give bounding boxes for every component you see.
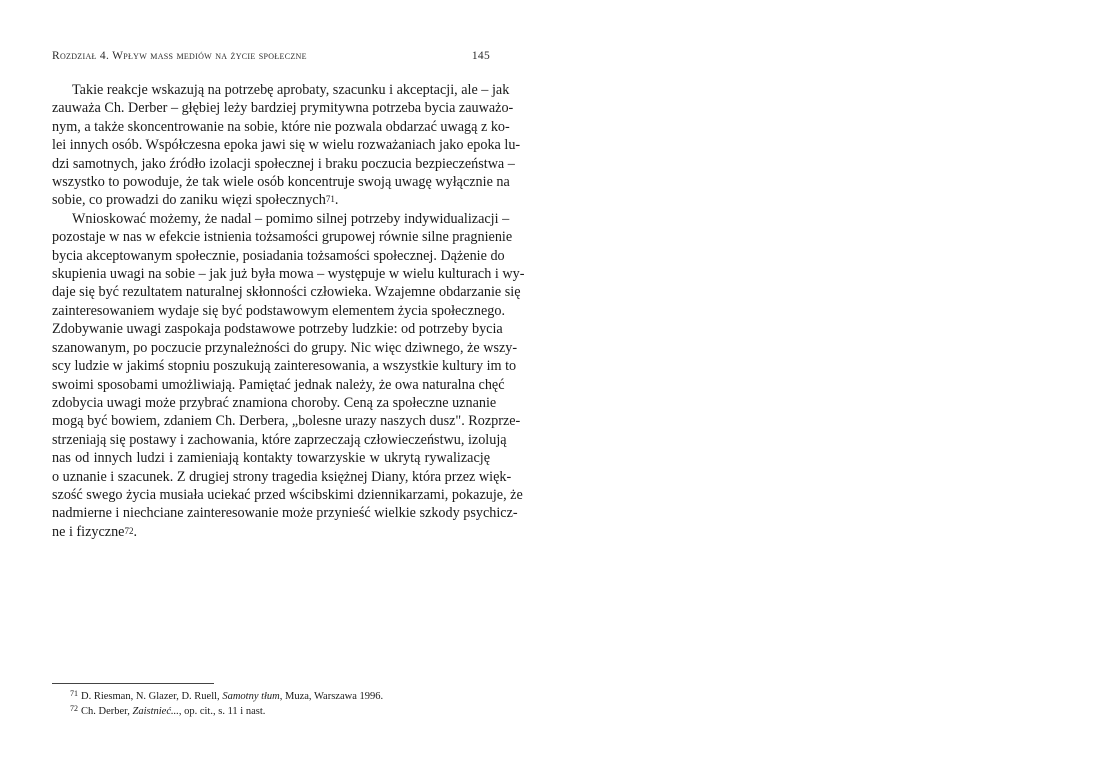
running-head [52,50,490,66]
cited-title: Zaistnieć... [132,705,179,717]
text-line: strzeniają się postawy i zachowania, które zaprzeczają człowieczeństwu, izolują [52,431,507,448]
text-line: mogą być bowiem, zdaniem Ch. Derbera, „bolesne urazy naszych dusz". Rozprze- [52,413,521,430]
text-line: Wnioskować możemy, że nadal – pomimo silnej potrzeby indywidualizacji – [72,210,510,227]
body-text [52,81,525,541]
text-line: lei innych osób. Współczesna epoka jawi się w wielu rozważaniach jako epoka lu- [52,137,521,154]
chapter-title: Rozdział 4. Wpływ mass mediów na życie społeczne [52,50,307,62]
text-line: ne i fizyczne$^{72}$. [52,523,138,540]
footnote: $^{72}$ Ch. Derber, Zaistnieć..., op. cit., s. 11 i nast. [70,703,266,717]
text-line: sobie, co prowadzi do zaniku więzi społecznych$^{71}$. [52,192,339,209]
text-line: skupienia uwagi na sobie – jak już była mowa – występuje w wielu kulturach i wy- [52,266,525,283]
footnote-reference[interactable]: 72 [124,525,134,536]
text-line: szanowanym, po poczucie przynależności do grupy. Nic więc dziwnego, że wszy- [52,339,518,356]
footnote-reference[interactable]: 71 [325,194,335,205]
paragraph [52,81,521,210]
page-number: 145 [471,50,490,62]
text-line: zainteresowaniem wydaje się być podstawowym elementem życia społecznego. [52,302,506,319]
text-line: daje się być rezultatem naturalnej skłonności człowieka. Wzajemne obdarzanie się [52,284,521,301]
text-line: o uznanie i szacunek. Z drugiej strony tragedia księżnej Diany, która przez więk- [52,468,512,485]
cited-title: Samotny tłum [222,691,280,702]
text-line: wszystko to powoduje, że tak wiele osób koncentruje swoją uwagę wyłącznie na [52,174,510,191]
text-line: scy ludzie w jakimś stopniu poszukują zainteresowania, a wszystkie kultury im to [52,358,517,375]
text-line: Takie reakcje wskazują na potrzebę aprobaty, szacunku i akceptacji, ale – jak [72,82,510,98]
footnote-mark: 71 [70,689,78,698]
text-line: zauważa Ch. Derber – głębiej leży bardziej prymitywna potrzeba bycia zauważo- [52,100,514,117]
paragraph [52,210,525,541]
text-line: pozostaje w nas w efekcie istnienia tożsamości grupowej równie silne pragnienie [52,229,513,246]
text-line: nadmierne i niechciane zainteresowanie może przynieść wielkie szkody psychicz- [52,505,518,522]
text-line: dzi samotnych, jako źródło izolacji społecznej i braku poczucia bezpieczeństwa – [52,155,515,172]
text-line: szość swego życia musiała uciekać przed wścibskimi dziennikarzami, pokazuje, że [52,486,523,503]
text-line: bycia akceptowanym społecznie, posiadania tożsamości społecznej. Dążenie do [52,247,505,264]
text-line: nym, a także skoncentrowanie na sobie, które nie pozwala obdarzać uwagą z ko- [52,118,510,135]
footnote: $^{71}$ D. Riesman, N. Glazer, D. Ruell, Samotny tłum, Muza, Warszawa 1996. [70,689,384,702]
text-line: nas od innych ludzi i zamieniają kontakty towarzyskie w ukrytą rywalizację [52,450,490,467]
text-line: swoimi sposobami umożliwiają. Pamiętać jednak należy, że owa naturalna chęć [52,376,505,393]
footnotes [52,690,490,719]
footnote-mark: 72 [70,703,78,713]
text-line: Zdobywanie uwagi zaspokaja podstawowe potrzeby ludzkie: od potrzeby bycia [52,321,503,338]
footnote-rule [52,683,214,684]
text-line: zdobycia uwagi może przybrać znamiona choroby. Ceną za społeczne uznanie [52,394,497,411]
